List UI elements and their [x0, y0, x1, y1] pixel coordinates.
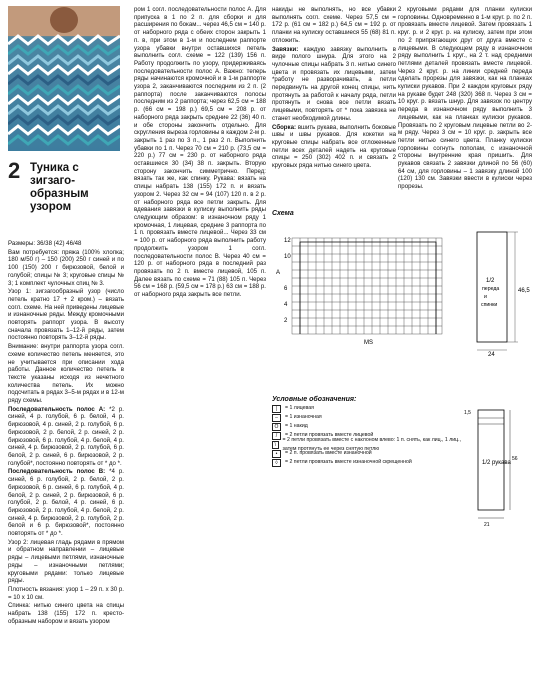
legend-item: O = 1 накид — [272, 422, 462, 431]
yarn-over-icon: O — [272, 423, 281, 431]
knitting-chart — [272, 222, 534, 362]
half-label-4: спинки — [481, 302, 498, 308]
legend-item: – = 1 изнаночная — [272, 413, 462, 422]
legend-item: | = 1 лицевая — [272, 404, 462, 413]
seq-b: *4 р. синей, 6 р. голубой, 2 р. белой, 2 р. бирюзовой, 6 р. синей, 6 р. голубой, 4 р. белой, 2 р. синей, 2 р. бирюзовой, 6 р. голубой, 2 р. белой, 4 р. синей, 6 р. бирюзовой, 2 р. голубой, 4 р. белой, 2 р. синей, 4 р. бирюзовой, 2 р. голубой, 2 р. белой и 6 р. бирюзовой*, постоянно повторять от * до *. — [8, 468, 124, 538]
back-instructions: Спинка: нитью синего цвета на спицы набрать 138 (155) 172 п. кресто-образным набором и вязать узором — [8, 602, 124, 625]
sleeve-label: 1/2 рукава — [482, 460, 511, 466]
assembly-text: вшить рукава, выполнить боковые швы и швы рукавов. Для кокетки на круговые спицы набрать все отложенные петли всех деталей надеть на круговые спицы = 250 (302) 402 п. и связать 2 круговых ряда нитью синего цвета. — [272, 123, 396, 170]
attention-note: Внимание: внутри раппорта узора согл. схеме количество петель меняется, это не учитывается при описании хода работы. Данное количество петель в тексте указаны исходя из нечетного количества петель. Их можно подсчитать в рядах 3–5-м рядах и в 12-м ряду схемы. — [8, 343, 124, 405]
sleeve-dim-56: 56 — [512, 456, 518, 462]
purl-stitch-icon: – — [272, 414, 281, 422]
column-2 — [134, 6, 266, 698]
row-12: 12 — [284, 238, 291, 244]
pattern-2: Узор 2: лицевая гладь рядами в прямом и обратном направлении – лицевые ряды – лицевыми петлями, изнаночные ряды – изнаночными петлями; круговыми рядами: только лицевые ряды. — [8, 538, 124, 585]
seq-a: *2 р. синей, 4 р. голубой, 6 р. белой, 4 р. бирюзовой, 4 р. синей, 2 р. голубой, 6 р. бирюзовой, 2 р. белой, 2 р. синей, 2 р. бирюзовой, 6 р. голубой, 4 р. белой, 4 р. синей, 4 р. бирюзовой, 2 р. голубой, 6 р. белой, 2 р. синей, 6 р. бирюзовой, 2 р. голубой*, постоянно повторять от * до *. — [8, 405, 124, 467]
row-2: 2 — [284, 318, 288, 324]
half-label-3: и — [484, 294, 487, 300]
legend-item: • = 2 п. провязать вместе изнаночной — [272, 449, 462, 458]
pattern-number: 2 — [8, 158, 21, 183]
assembly-title: Сборка: — [272, 123, 296, 131]
column-1 — [8, 240, 124, 698]
dim-46-5: 46,5 — [518, 288, 530, 294]
p2tog-tbl-icon: ◊ — [272, 459, 281, 467]
col4-text: 2 круговыми рядами для планки кулиски горловины. Одновременно в 1-м круг. р. по 2 п. провязать вместе лицевой. Затем провязать 1 круг. р. и 2 круг. р. на кулиску, затем при этом по 2 припрягающих друг от друга вместе с лицевыми. В следующем ряду в изнаночном ряду выполнить 1 круг., на 2 т. над средними петлями деталей провязать вместе лицевой. Через 2 круг. р. на линии средней переда сделать прорезы для завязки, как на планках кулиски рукавов. При 2 каждом круговых ряду на рукаве будет 248 (320) 368 п. Через 3 см = 10 круг. р. вязать шнур. Для завязок по центру переда в изнаночном ряду выполнить 3 лицевыми, как на планках кулиски рукавов. Провязать по 2 круговым лицевые петли во 2-м ряду. Через 3 см = 10 круг. р. закрыть все петли нитью синего цвета. Планку кулиски горловины согнуть пополам, с изнаночной стороны внутренние края пришить. Для рукавов связать 2 завязки длиной по 56 (60) 64 см, для горловины – 1 завязку длиной 100 (120) 130 см. Завязки ввести в кулиски через прорезы. — [398, 6, 532, 191]
sleeve-diagram — [462, 400, 534, 530]
seq-a-title: Последовательность полос А: — [8, 405, 106, 413]
column-4 — [398, 6, 532, 246]
legend-item: ◊ = 2 петли провязать вместе изнаночной скрещенной — [272, 458, 462, 467]
density: Плотность вязания: узор 1 – 29 п. х 30 р. = 10 х 10 см. — [8, 585, 124, 601]
ties-title: Завязки: — [272, 45, 299, 53]
materials: Вам потребуется: пряжа (100% хлопка; 180 м/50 г) – 150 (200) 250 г синей и по 100 (150) 200 г бирюзовой, белой и голубой; спицы № 3; круговые спицы № 3; 1 комплект чулочных спиц № 3. — [8, 248, 124, 287]
sleeve-dim-1: 1,5 — [464, 410, 471, 416]
ties-text: каждую завязку выполнить в виде полого шнура. Для этого на 2 чулочные спицы набрать 3 п. нитью синего цвета и провязать их лицевыми, затем *работу не разворачивать, а петли передвинуть на другой конец спицы, нить протянуть за работой к началу ряда, петли протянуть и снова все петли вязать лицевыми, повторять от * пока завязка не станет необходимой длины. — [272, 45, 396, 122]
tunic-photo — [8, 6, 120, 151]
zigzag-tunic-image — [8, 6, 120, 151]
column-3 — [272, 6, 396, 206]
dim-24: 24 — [488, 352, 495, 358]
col2-text: ром 1 согл. последовательности полос А. Для припуска в 1 по 2 п. для сборки и для расширения по бокам... через 46,5 см = 140 р. от наборного ряда с обеих сторон закрыть 1 п. в, при этом в 1-м и последнем раппорте узора убавки внутри оставшихся петель выполнить согл. схеме = 122 (139) 156 п. Работу продолжить по узору, придерживаясь последовательности полос А. Важно: теперь ряды начинаются кромочной и в 1-м раппорте узора 2, заканчиваются последним из 2 п. (2 раппорта) после заканчиваются полосы последним из 2 раппорта; через 62,5 см = 188 р. (66 см = 198 р.) 69,5 см = 208 р. от наборного ряда закрыть средние 22 (36) 40 п. и обе стороны закончить отдельно. Для скругления выреза горловины в каждом 2-м р. закрыть 1 раз по 3 п., 1 раз 2 п. Выполнить убавки по 1 п. Через 70 см = 210 р. (73,5 см = 220 р.) 77 см = 230 р. от наборного ряда оставшиеся 30 (34) 38 п. закрыть. Вторую сторону закончить симметрично. Перед: вязать так же, как спинку. Рукава: вязать на спицы набрать 138 (155) 172 п. и вязать узором 2. Через 32 см = 94 (107) 120 п. в 2 р. от наборного ряда все петли закрыть. Для вдевания завязки в кулиску выполнить ряды следующим образом: в изнаночном ряду 1 кромочная, 1 лицевая, средние 3 раппорта по 1 п. провязать вместе лицевой... Через 33 см = 100 р. от наборного ряда выполнить работу продолжить узором 1 согл. последовательности полос В. Через 40 см = 120 р. от наборного ряда в последний раз провязать по 2 п. вместе лицевой, 105 п. Далее вязать по схеме = 71 (88) 105 п. Через 56 см = 168 р. (59,5 см = 178 р.) 63 см = 188 р. от наборного ряда закрыть все петли. — [134, 6, 266, 299]
pattern-1: Узор 1: зигзагообразный узор (число петель кратно 17 + 2 кром.) – вязать согл. схеме. На ней приведены лицевые и изнаночные ряды. Между кромочными повторять раппорт узора. В высоту сначала провязать 1–12-й ряды, затем постоянно повторять 3–12-й ряды. — [8, 288, 124, 342]
ssk-icon: \ — [272, 441, 279, 449]
p2tog-icon: • — [272, 450, 281, 458]
k2tog-icon: / — [272, 432, 281, 440]
row-mark-a: A — [276, 270, 281, 276]
row-6: 6 — [284, 286, 288, 292]
knit-stitch-icon: | — [272, 405, 281, 413]
col3-text: накиды не выполнять, но все убавки выполнять согл. схеме. Через 57,5 см = 172 р. (61 см = 182 р.) 64,5 см = 192 р. от планки на кулиску оставшиеся 55 (68) 81 п. отложить. — [272, 6, 396, 44]
ms-mark: MS — [364, 340, 373, 346]
legend-item: / = 2 петли провязать вместе лицевой — [272, 431, 462, 440]
sleeve-dim-21: 21 — [484, 522, 490, 528]
half-label-2: переда — [482, 286, 500, 292]
legend-item: \ = 2 петли провязать вместе с наклоном влево: 1 п. снять, как лиц., 1 лиц., затем протянуть ее через снятую петлю — [272, 440, 462, 449]
scheme-diagram — [272, 222, 534, 362]
scheme-title: Схема — [272, 210, 294, 217]
seq-b-title: Последовательность полос В: — [8, 468, 106, 476]
legend-title: Условные обозначения: — [272, 396, 357, 403]
row-10: 10 — [284, 254, 291, 260]
half-label: 1/2 — [486, 278, 495, 284]
legend — [272, 395, 462, 467]
pattern-title: Туника с зигзаго-образным узором — [30, 162, 89, 213]
sleeve-outline — [462, 400, 534, 530]
sizes: Размеры: 36/38 (42) 46/48 — [8, 240, 82, 247]
row-4: 4 — [284, 302, 288, 308]
